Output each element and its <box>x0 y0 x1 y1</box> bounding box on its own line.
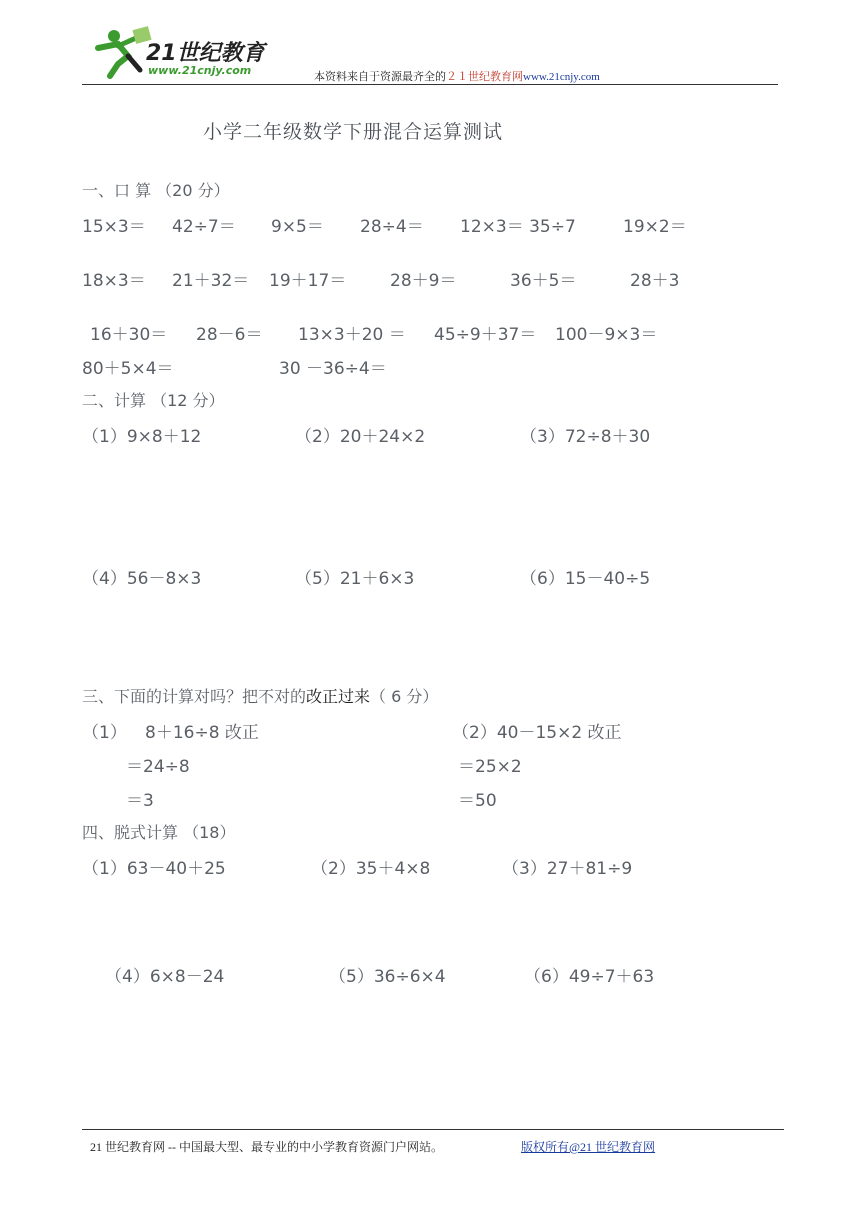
section3-heading-part: 三、下面的计算对吗？把不对的 <box>82 687 307 706</box>
calc-item: （2）20＋24×2 <box>295 427 426 447</box>
oral-item: 13×3＋20 ＝ <box>298 325 406 345</box>
oral-item: 18×3＝ <box>82 271 146 291</box>
tagline-prefix: 本资料来自于资源最齐全的 <box>314 71 446 83</box>
header-divider <box>82 84 778 85</box>
footer-text: 21 世纪教育网 -- 中国最大型、最专业的中小学教育资源门户网站。 <box>90 1140 443 1154</box>
section3-heading <box>82 684 438 707</box>
section3-heading-score: （ 6 分） <box>370 687 439 706</box>
calc-item: （5）21＋6×3 <box>295 569 415 589</box>
tagline-url[interactable]: www.21cnjy.com <box>523 71 600 83</box>
calc-item: （1）9×8＋12 <box>82 427 202 447</box>
correction-step: ＝50 <box>458 791 497 811</box>
section4-heading: 四、脱式计算 （18） <box>82 823 236 842</box>
oral-item: 19×2＝ <box>623 217 687 237</box>
correction-step: ＝3 <box>126 791 154 811</box>
oral-item: 100－9×3＝ <box>555 325 658 345</box>
logo-text: 21世纪教育 <box>146 41 265 66</box>
page-title: 小学二年级数学下册混合运算测试 <box>203 121 504 143</box>
oral-item: 28－6＝ <box>196 325 263 345</box>
correction-expr: （2）40－15×2 改正 <box>452 723 622 743</box>
section2-heading: 二、计算 （12 分） <box>82 391 225 410</box>
oral-item: 21＋32＝ <box>172 271 250 291</box>
oral-item: 15×3＝ <box>82 217 146 237</box>
calc-item: （3）72÷8＋30 <box>520 427 651 447</box>
oral-item: 19＋17＝ <box>269 271 347 291</box>
correction-step: ＝25×2 <box>458 757 522 777</box>
footer-divider <box>82 1129 784 1130</box>
stepwise-item: （5）36÷6×4 <box>329 967 446 987</box>
stepwise-item: （3）27＋81÷9 <box>502 859 633 879</box>
site-logo <box>88 24 288 84</box>
oral-item: 30 －36÷4＝ <box>279 359 387 379</box>
correction-expr: 8＋16÷8 改正 <box>145 723 259 743</box>
stepwise-item: （1）63－40＋25 <box>82 859 226 879</box>
oral-item: 45÷9＋37＝ <box>434 325 537 345</box>
header-tagline <box>314 68 600 84</box>
footer-copyright-link[interactable]: 版权所有@21 世纪教育网 <box>521 1140 656 1154</box>
oral-item: 16＋30＝ <box>90 325 168 345</box>
oral-item: 28÷4＝ <box>360 217 424 237</box>
calc-item: （6）15－40÷5 <box>520 569 651 589</box>
section1-heading: 一、口 算 （20 分） <box>82 181 230 200</box>
stepwise-item: （4）6×8－24 <box>105 967 225 987</box>
oral-item: 28＋3 <box>630 271 680 291</box>
oral-item: 28＋9＝ <box>390 271 457 291</box>
calc-item: （4）56－8×3 <box>82 569 202 589</box>
oral-item: 9×5＝ <box>271 217 324 237</box>
oral-item: 12×3＝ 35÷7 <box>460 217 576 237</box>
stepwise-item: （2）35＋4×8 <box>311 859 431 879</box>
tagline-brand: ２１世纪教育网 <box>446 71 523 83</box>
oral-item: 36＋5＝ <box>510 271 577 291</box>
section3-heading-emph: 改正过来 <box>306 687 371 706</box>
correction-step: ＝24÷8 <box>126 757 190 777</box>
stepwise-item: （6）49÷7＋63 <box>524 967 655 987</box>
oral-item: 42÷7＝ <box>172 217 236 237</box>
logo-url: www.21cnjy.com <box>148 64 252 77</box>
oral-item: 80＋5×4＝ <box>82 359 174 379</box>
correction-label: （1） <box>82 723 127 743</box>
